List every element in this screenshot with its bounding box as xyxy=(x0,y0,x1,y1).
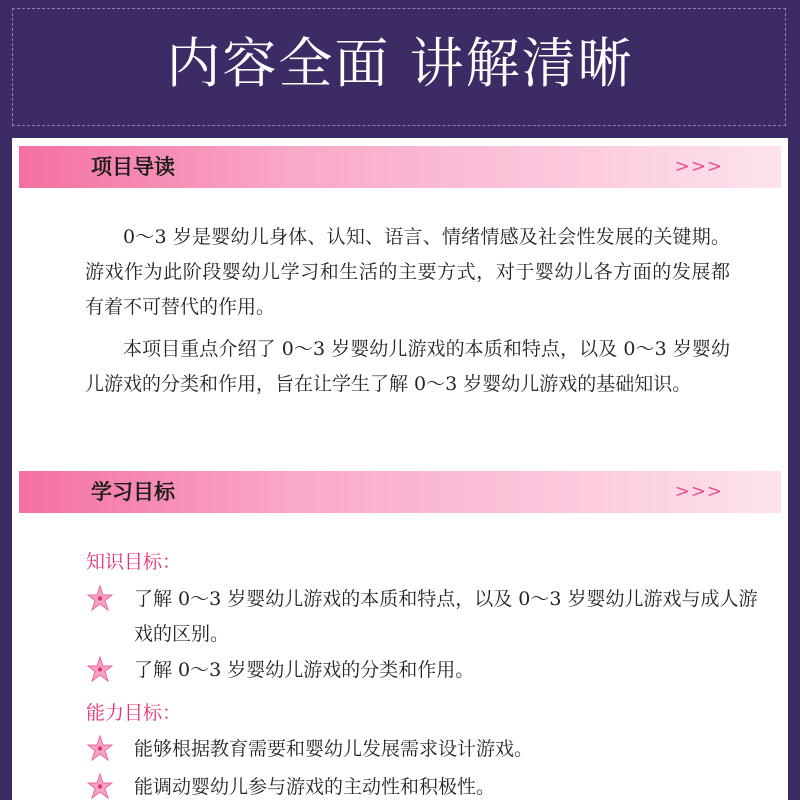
intro-paragraph-2: 本项目重点介绍了 0～3 岁婴幼儿游戏的本质和特点，以及 0～3 岁婴幼儿游戏的分类和作用，旨在让学生了解 0～3 岁婴幼儿游戏的基础知识。 xyxy=(85,338,730,395)
list-item xyxy=(86,653,776,688)
content-page xyxy=(12,138,788,800)
section-title-intro: 项目导读 xyxy=(91,155,175,179)
starfish-icon xyxy=(86,772,114,800)
list-item xyxy=(86,582,776,652)
list-item xyxy=(86,770,776,800)
list-item-text: 能够根据教育需要和婴幼儿发展需求设计游戏。 xyxy=(134,738,534,760)
section-arrows-intro: >>> xyxy=(674,156,723,177)
intro-paragraph-1: 0～3 岁是婴幼儿身体、认知、语言、情绪情感及社会性发展的关键期。游戏作为此阶段婴幼儿学习和生活的主要方式，对于婴幼儿各方面的发展都有着不可替代的作用。 xyxy=(85,226,730,318)
starfish-icon xyxy=(86,655,114,683)
section-bar-goals xyxy=(19,471,781,513)
list-item-text: 能调动婴幼儿参与游戏的主动性和积极性。 xyxy=(134,776,496,798)
starfish-icon xyxy=(86,584,114,612)
list-item xyxy=(86,732,776,767)
ability-goals-label: 能力目标： xyxy=(86,702,182,724)
list-item-text: 了解 0～3 岁婴幼儿游戏的本质和特点，以及 0～3 岁婴幼儿游戏与成人游戏的区别。 xyxy=(134,588,758,645)
section-arrows-goals: >>> xyxy=(674,481,723,502)
starfish-icon xyxy=(86,734,114,762)
header-banner xyxy=(0,0,800,130)
knowledge-goals-label: 知识目标： xyxy=(86,551,182,573)
section-title-goals: 学习目标 xyxy=(91,480,175,504)
header-title: 内容全面 讲解清晰 xyxy=(166,32,634,95)
list-item-text: 了解 0～3 岁婴幼儿游戏的分类和作用。 xyxy=(134,659,475,681)
section-bar-intro xyxy=(19,146,781,188)
